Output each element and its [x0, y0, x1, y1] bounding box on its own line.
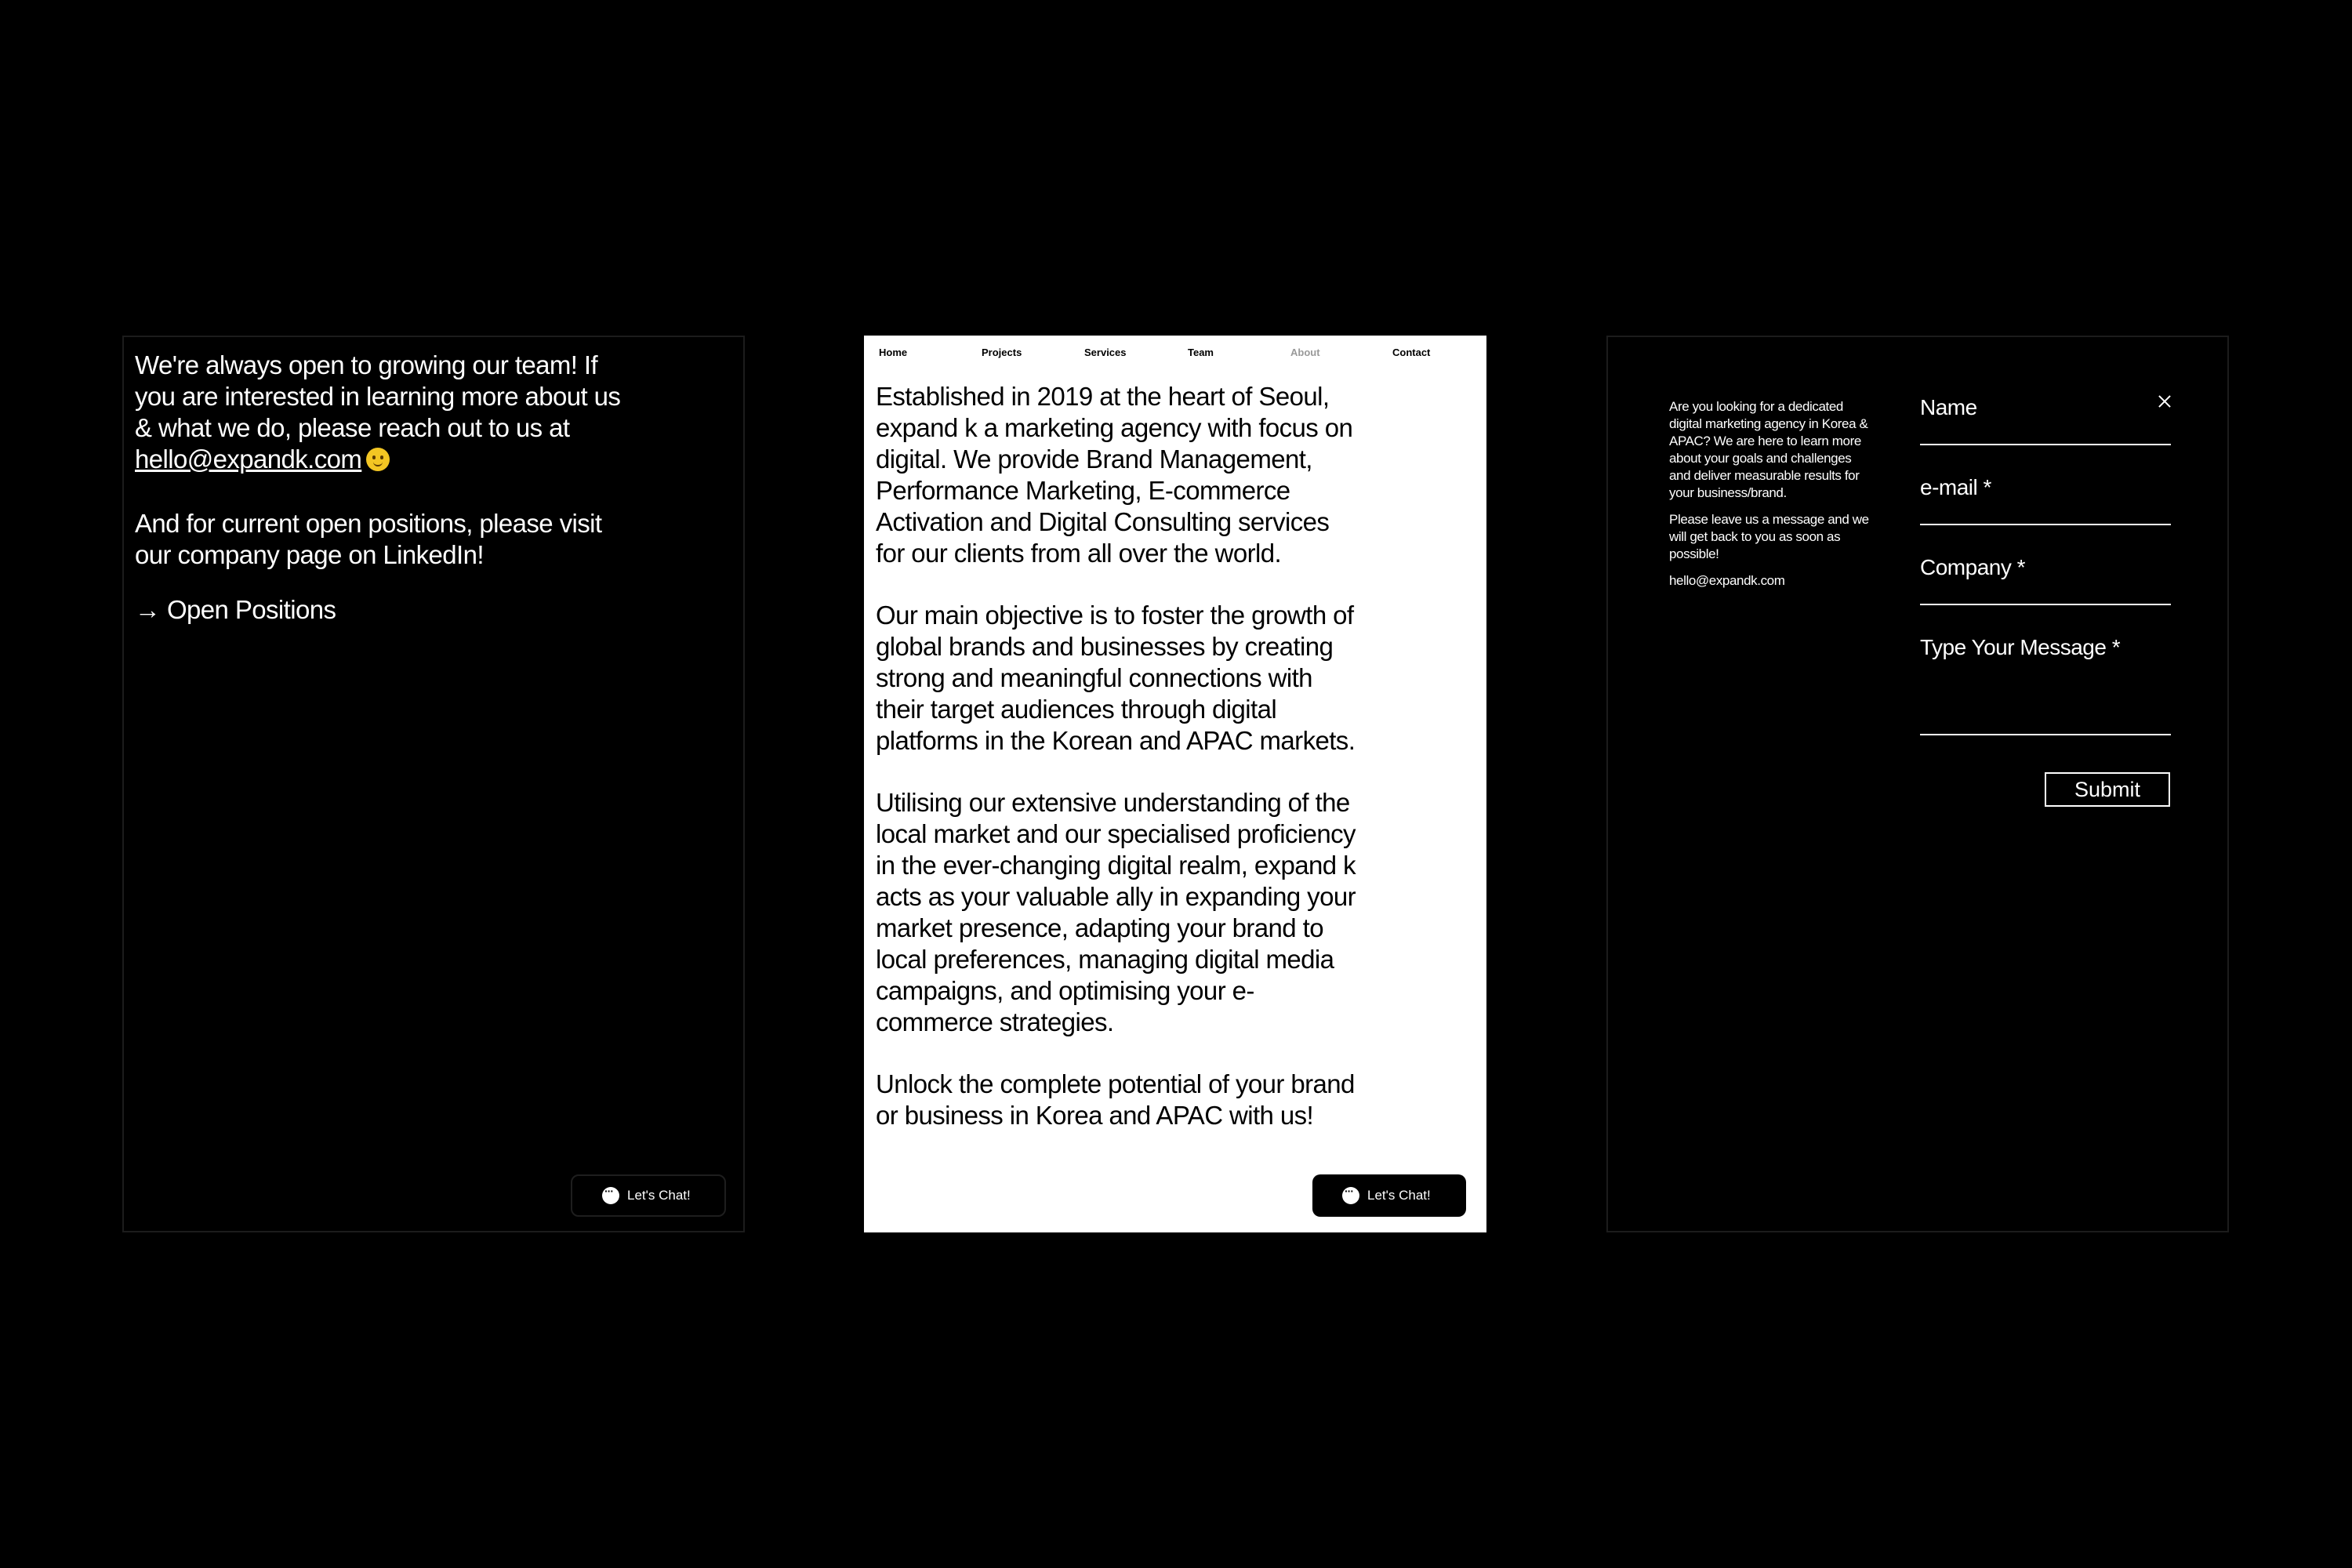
- contact-info: [1669, 398, 1870, 599]
- contact-intro: Are you looking for a dedicated digital marketing agency in Korea & APAC? We are here to learn more about your goals and challenges and deliver measurable results for your business/brand.: [1669, 399, 1868, 500]
- about-paragraph: Utilising our extensive understanding of the local market and our specialised proficiency in the ever-changing digital realm, expand k acts as your valuable ally in expanding your market presence, adapting your brand to local preferences, managing digital media campaigns, and optimising your e-commerce strategies.: [876, 788, 1356, 1036]
- careers-email-link[interactable]: hello@expandk.com: [135, 445, 362, 474]
- nav-projects[interactable]: Projects: [982, 347, 1022, 358]
- careers-text: [135, 350, 637, 626]
- message-field[interactable]: [1920, 635, 2171, 735]
- name-field[interactable]: [1920, 395, 2171, 445]
- message-field-label: Type Your Message *: [1920, 635, 2121, 659]
- lets-chat-label: Let's Chat!: [1367, 1188, 1431, 1203]
- about-paragraph: Our main objective is to foster the growth of global brands and businesses by creating strong and meaningful connections with their target audiences through digital platforms in the Korean and APAC markets.: [876, 601, 1356, 755]
- lets-chat-button[interactable]: [1312, 1174, 1466, 1217]
- nav-team[interactable]: Team: [1188, 347, 1214, 358]
- email-field-label: e-mail *: [1920, 475, 1991, 499]
- company-field[interactable]: [1920, 555, 2171, 605]
- nav-services[interactable]: Services: [1084, 347, 1127, 358]
- about-panel: [864, 336, 1486, 1232]
- email-field[interactable]: [1920, 475, 2171, 525]
- chat-bubble-icon: [602, 1187, 619, 1204]
- careers-panel: [122, 336, 745, 1232]
- open-positions-link[interactable]: → Open Positions: [135, 595, 336, 624]
- about-paragraph: Established in 2019 at the heart of Seoul, expand k a marketing agency with focus on digital. We provide Brand Management, Performance Marketing, E-commerce Activation and Digital Consulting services for our clients from all over the world.: [876, 382, 1353, 568]
- nav-contact[interactable]: Contact: [1392, 347, 1431, 358]
- careers-linkedin-text: And for current open positions, please visit our company page on LinkedIn!: [135, 509, 602, 569]
- contact-email-link[interactable]: hello@expandk.com: [1669, 573, 1785, 588]
- name-field-label: Name: [1920, 395, 1977, 419]
- lets-chat-label: Let's Chat!: [627, 1188, 691, 1203]
- about-text: [876, 381, 1362, 1162]
- smiley-emoji-icon: [366, 448, 390, 471]
- submit-button[interactable]: Submit: [2045, 772, 2170, 807]
- nav-home[interactable]: Home: [879, 347, 908, 358]
- careers-intro: We're always open to growing our team! If you are interested in learning more about us & what we do, please reach out to us at: [135, 350, 621, 442]
- company-field-label: Company *: [1920, 555, 2026, 579]
- contact-panel: [1606, 336, 2229, 1232]
- about-paragraph: Unlock the complete potential of your brand or business in Korea and APAC with us!: [876, 1069, 1355, 1130]
- contact-leave-message: Please leave us a message and we will get back to you as soon as possible!: [1669, 512, 1869, 561]
- nav-about[interactable]: About: [1290, 347, 1320, 358]
- top-nav: [864, 347, 1486, 365]
- lets-chat-button[interactable]: [571, 1174, 726, 1217]
- chat-bubble-icon: [1342, 1187, 1359, 1204]
